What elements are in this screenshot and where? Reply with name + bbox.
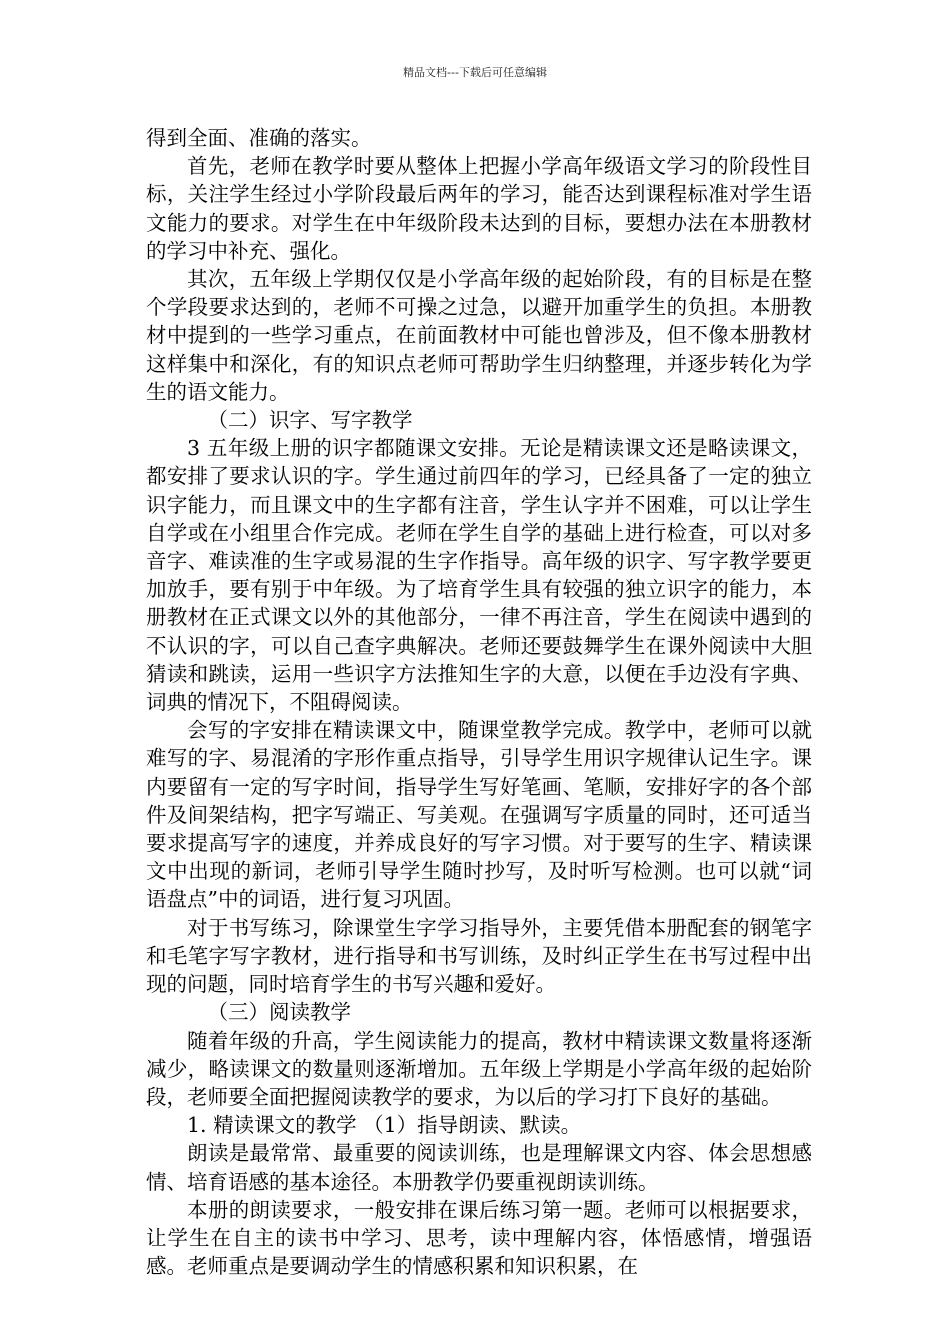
paragraph-reading-requirements: 本册的朗读要求，一般安排在课后练习第一题。老师可以根据要求，让学生在自主的读书中学习、思考，读中理解内容，体悟感情，增强语感。老师重点是要调动学生的情感积累和知识积累，在 [146,1197,812,1279]
paragraph-reading-aloud: 朗读是最常常、最重要的阅读训练，也是理解课文内容、体会思想感情、培育语感的基本途径。本册教学仍要重视朗读训练。 [146,1141,812,1194]
section-heading-literacy-writing: （二）识字、写字教学 [207,408,413,433]
paragraph-reading-intro: 随着年级的升高，学生阅读能力的提高，教材中精读课文数量将逐渐减少，略读课文的数量则逐渐增加。五年级上学期是小学高年级的起始阶段，老师要全面把握阅读教学的要求，为以后的学习打下良好的基础。 [146,1028,812,1109]
document-body [146,124,812,1280]
paragraph-continuation: 得到全面、准确的落实。 [146,126,372,150]
paragraph-writing: 会写的字安排在精读课文中，随课堂教学完成。教学中，老师可以就难写的字、易混淆的字形作重点指导，引导学生用识字规律认记生字。课内要留有一定的写字时间，指导学生写好笔画、笔顺，安排好字的各个部件及间架结构，把字写端正、写美观。在强调写字质量的同时，还可适当要求提高写字的速度，并养成良好的写字习惯。对于要写的生字、精读课文中出现的新词，老师引导学生随时抄写，及时听写检测。也可以就“词语盘点”中的词语，进行复习巩固。 [146,718,812,912]
page-header: 精品文档---下载后可任意编辑 [403,66,547,79]
paragraph-literacy: 3 五年级上册的识字都随课文安排。无论是精读课文还是略读课文，都安排了要求认识的字。学生通过前四年的学习，已经具备了一定的独立识字能力，而且课文中的生字都有注音，学生认字并不困难，可以让学生自学或在小组里合作完成。老师在学生自学的基础上进行检查，可以对多音字、难读准的生字或易混的生字作指导。高年级的识字、写字教学要更加放手，要有别于中年级。为了培育学生具有较强的独立识字的能力，本册教材在正式课文以外的其他部分，一律不再注音，学生在阅读中遇到的不认识的字，可以自己查字典解决。老师还要鼓舞学生在课外阅读中大胆猜读和跳读，运用一些识字方法推知生字的大意，以便在手边没有字典、词典的情况下，不阻碍阅读。 [146,436,812,715]
paragraph-second: 其次，五年级上学期仅仅是小学高年级的起始阶段，有的目标是在整个学段要求达到的，老师不可操之过急，以避开加重学生的负担。本册教材中提到的一些学习重点，在前面教材中可能也曾涉及，但不像本册教材这样集中和深化，有的知识点老师可帮助学生归纳整理，并逐步转化为学生的语文能力。 [146,267,812,404]
section-heading-reading: （三）阅读教学 [207,1000,351,1025]
paragraph-intensive-reading: 1. 精读课文的教学 （1）指导朗读、默读。 [187,1113,582,1138]
paragraph-first: 首先，老师在教学时要从整体上把握小学高年级语文学习的阶段性目标，关注学生经过小学阶段最后两年的学习，能否达到课程标准对学生语文能力的要求。对学生在中年级阶段未达到的目标，要想办法在本册教材的学习中补充、强化。 [146,154,812,263]
paragraph-calligraphy: 对于书写练习，除课堂生字学习指导外，主要凭借本册配套的钢笔字和毛笔字写字教材，进行指导和书写训练，及时纠正学生在书写过程中出现的问题，同时培育学生的书写兴趣和爱好。 [146,915,812,997]
